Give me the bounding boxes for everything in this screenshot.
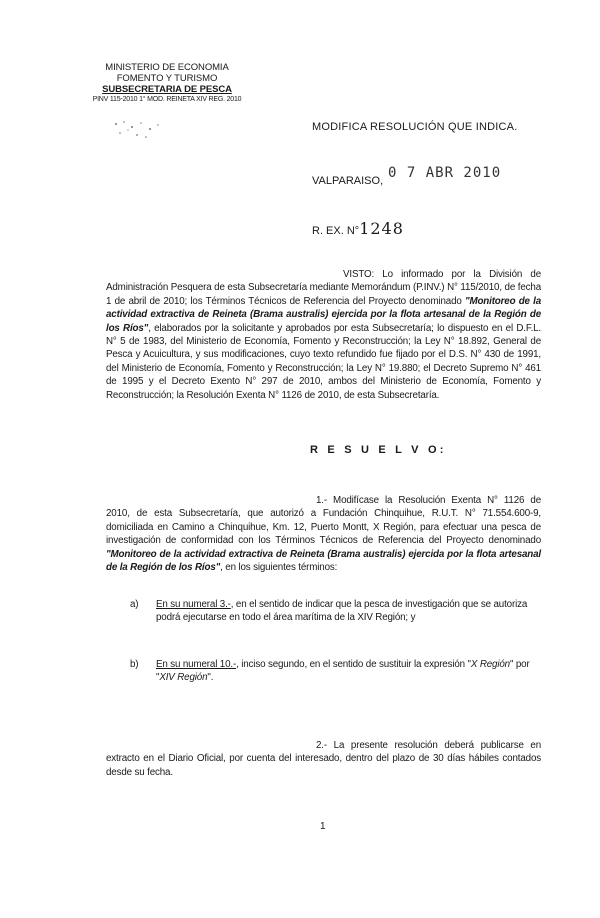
item-b-text-mid: " por " [156,659,530,684]
point-1-text-cont: , en los siguientes términos: [220,562,338,574]
item-b-numeral: En su numeral 10.- [156,659,237,670]
item-a-numeral: En su numeral 3.- [156,599,231,610]
point-1-text: 1.- Modifícase la Resolución Exenta N° 1126 de 2010, de esta Subsecretaría, que autorizó a Fundación Chinquihue, R.U.T. N° 71.554.600-9, domiciliada en Camino a Chinquihue, Km. 12, Puerto Montt, X Región, para efectuar una pesca de investigación de conformidad con los Términos Técnicos de Referencia del Proyecto denominado [106,495,541,547]
stamp-smudge [110,118,170,140]
resolution-number [312,219,404,238]
resolution-point-1 [106,494,541,574]
item-b-label: b) [130,659,139,670]
item-b-text-end: ". [207,672,214,684]
item-b-new-expression: XIV Región [159,672,208,684]
place-label: VALPARAISO, [312,175,384,187]
resolution-prefix: R. EX. N° [312,225,360,237]
resolution-point-2: 2.- La presente resolución deberá publicarse en extracto en el Diario Oficial, por cuenta del interesado, dentro del plazo de 30 días hábiles contados desde su fecha. [106,740,541,778]
ministry-subline: FOMENTO Y TURISMO [116,73,218,84]
visto-project-title: "Monitoreo de la actividad extractiva de Reineta (Brama australis) ejercida por la flota artesanal de la Región de los Ríos" [106,295,541,334]
resolution-value: 1248 [359,219,404,238]
visto-text: VISTO: Lo informado por la División de Administración Pesquera de esta Subsecretaría mediante Memorándum (P.INV.) N° 115/2010, de fecha 1 de abril de 2010; los Términos Técnicos de Referencia del Proyecto denominado [106,269,541,307]
undersecretariat-line: SUBSECRETARIA DE PESCA [102,84,232,95]
list-item-b [130,658,540,685]
item-a-text: , en el sentido de indicar que la pesca de investigación que se autoriza podrá ejecutarse en todo el área marítima de la XIV Región; y [156,599,528,624]
letterhead [62,62,272,104]
item-b-text: , inciso segundo, en el sentido de sustituir la expresión " [236,659,471,670]
file-reference: PINV 115-2010 1° MOD. REINETA XIV REG. 2010 [92,96,242,103]
page-number: 1 [320,821,326,832]
point-1-project-title: "Monitoreo de la actividad extractiva de Reineta (Brama australis) ejercida por la flota artesanal de la Región de los Ríos" [106,548,541,574]
ministry-line: MINISTERIO DE ECONOMIA [105,62,229,73]
date-stamp: 0 7 ABR 2010 [388,165,502,181]
item-a-label: a) [130,599,139,610]
visto-text-cont: , elaborados por la solicitante y aprobados por esta Subsecretaría; lo dispuesto en el D.F.L. N° 5 de 1983, del Ministerio de Economía, Fomento y Reconstrucción; la Ley N° 18.892, General de Pesca y Acuicultura, y sus modificaciones, cuyo texto refundido fue fijado por el D.S. N° 430 de 1991, del Ministerio de Economía, Fomento y Reconstrucción; la Ley N° 19.880; el Decreto Supremo N° 461 de 1995 y el Decreto Exento N° 297 de 2010, ambos del Ministerio de Economía, Fomento y Reconstrucción; la Resolución Exenta N° 1126 de 2010, de esta Subsecretaría. [106,322,542,401]
resuelvo-heading: R E S U E L V O: [310,444,447,456]
list-item-a [130,598,540,625]
visto-paragraph [106,268,541,402]
document-title: MODIFICA RESOLUCIÓN QUE INDICA. [312,121,518,133]
item-b-old-expression: X Región [470,659,510,670]
